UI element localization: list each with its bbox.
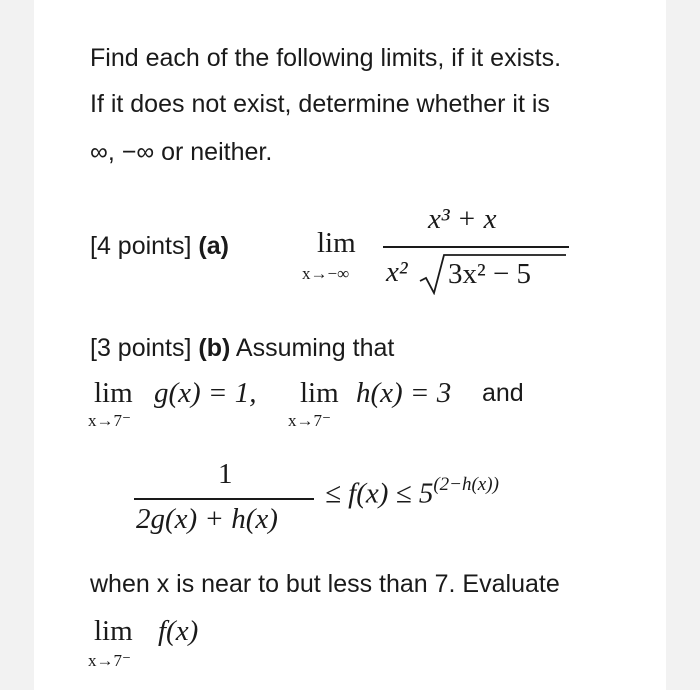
part-b-lim-2: lim [300, 377, 339, 409]
intro-line-3: ∞, −∞ or neither. [90, 138, 273, 166]
part-b-lim-3-expression: f(x) [158, 615, 199, 647]
part-b-text: Assuming that [235, 334, 395, 362]
part-b-lim-2-subscript: x→7⁻ [288, 411, 331, 430]
part-b-and: and [482, 379, 524, 407]
part-a-label: (a) [198, 232, 229, 260]
inequality-bounds [325, 476, 499, 511]
part-b-lim-1-expression: g(x) = 1, [154, 377, 257, 409]
part-b-lim-1-subscript: x→7⁻ [88, 411, 131, 430]
part-a-fraction-bar [383, 246, 569, 248]
part-b-label: (b) [198, 334, 231, 362]
part-a-lim-subscript: x→−∞ [302, 264, 350, 283]
part-a-points: [4 points] [90, 232, 192, 260]
inequality-denominator: 2g(x) + h(x) [136, 503, 278, 535]
part-a-numerator: x³ + x [428, 203, 497, 235]
part-b-lim-3: lim [94, 615, 133, 647]
part-a-radicand: 3x² − 5 [448, 258, 532, 290]
part-a-lim: lim [317, 227, 356, 259]
part-b-heading [90, 336, 394, 361]
inequality-middle: ≤ f(x) ≤ 5 [325, 477, 434, 510]
part-b-lim-1: lim [94, 377, 133, 409]
intro-line-1: Find each of the following limits, if it exists. [90, 44, 562, 72]
part-a-denominator-x2: x² [386, 256, 408, 288]
part-b-when-text: when x is near to but less than 7. Evaluate [90, 570, 560, 598]
document-page [34, 0, 666, 690]
inequality-exponent: (2−h(x)) [433, 474, 499, 495]
part-a-heading [90, 234, 229, 259]
part-b-points: [3 points] [90, 334, 192, 362]
part-b-lim-3-subscript: x→7⁻ [88, 651, 131, 670]
intro-line-2: If it does not exist, determine whether it is [90, 90, 550, 118]
inequality-fraction-bar [134, 498, 314, 500]
inequality-numerator: 1 [218, 458, 233, 490]
part-b-lim-2-expression: h(x) = 3 [356, 377, 452, 409]
